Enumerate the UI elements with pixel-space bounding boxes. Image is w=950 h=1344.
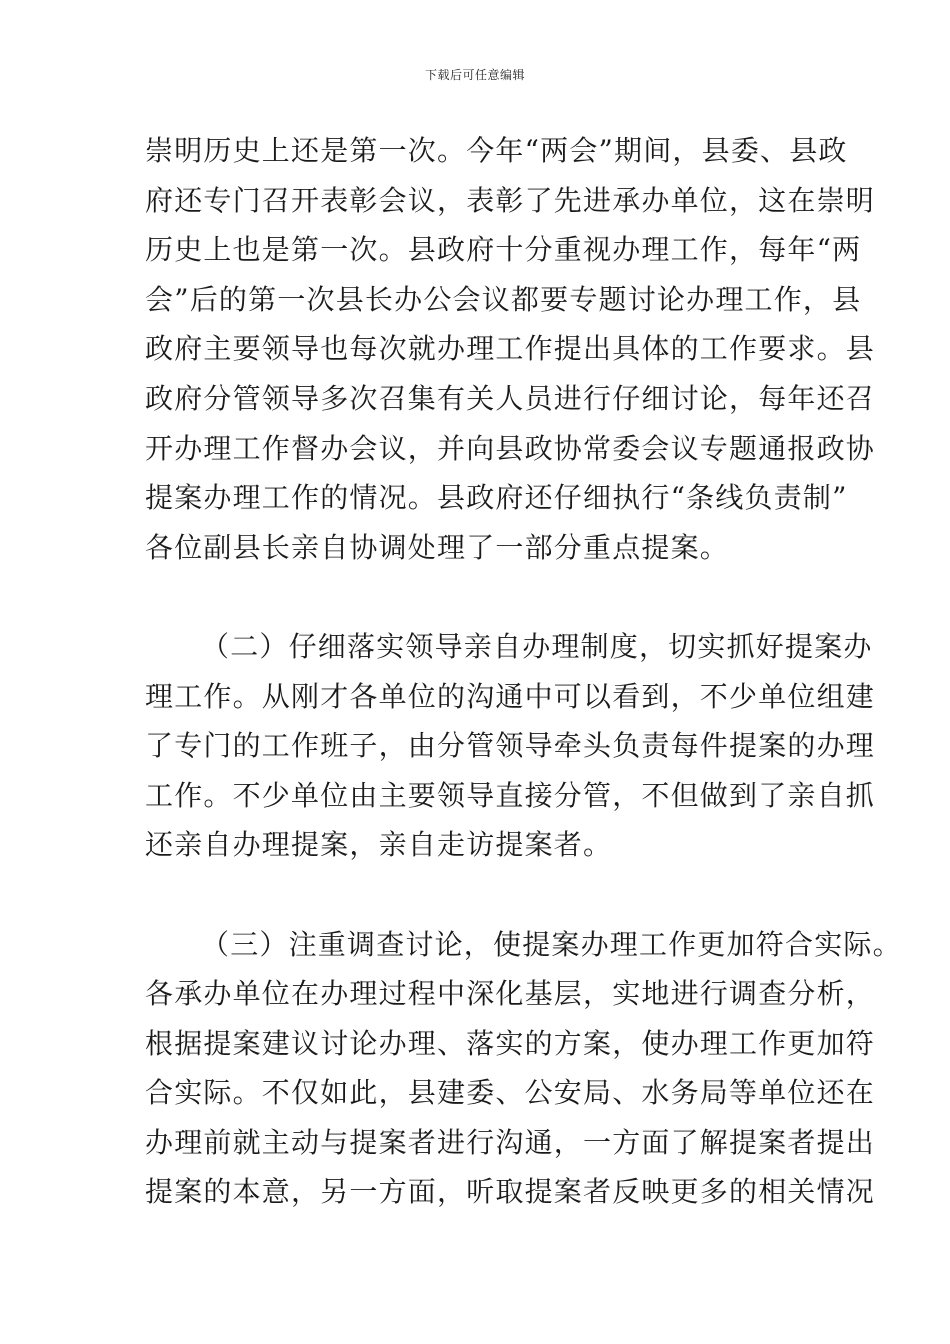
paragraph-line: 了专门的工作班子，由分管领导牵头负责每件提案的办理 [145,729,876,763]
document-body [145,126,902,1217]
paragraph-1 [145,126,876,572]
paragraph-line: 还亲自办理提案，亲自走访提案者。 [145,828,613,862]
paragraph-line: 提案办理工作的情况。县政府还仔细执行“条线负责制” [145,481,848,515]
paragraph-3 [145,920,902,1218]
paragraph-line: （二）仔细落实领导亲自办理制度，切实抓好提案办 [201,629,873,663]
paragraph-line: 理工作。从刚才各单位的沟通中可以看到，不少单位组建 [145,679,876,713]
paragraph-line: （三）注重调查讨论，使提案办理工作更加符合实际。 [201,927,902,961]
paragraph-spacer [145,870,845,920]
paragraph-line: 历史上也是第一次。县政府十分重视办理工作，每年“两 [145,233,862,267]
page-header: 下载后可任意编辑 [424,68,525,82]
paragraph-line: 工作。不少单位由主要领导直接分管，不但做到了亲自抓 [145,778,876,812]
paragraph-line: 会”后的第一次县长办公会议都要专题讨论办理工作，县 [145,282,862,316]
paragraph-line: 政府主要领导也每次就办理工作提出具体的工作要求。县 [145,332,876,366]
paragraph-line: 政府分管领导多次召集有关人员进行仔细讨论，每年还召 [145,381,876,415]
paragraph-line: 崇明历史上还是第一次。今年“两会”期间，县委、县政 [145,134,848,167]
paragraph-line: 各位副县长亲自协调处理了一部分重点提案。 [145,530,730,564]
paragraph-line: 合实际。不仅如此，县建委、公安局、水务局等单位还在 [145,1076,876,1110]
paragraph-line: 开办理工作督办会议，并向县政协常委会议专题通报政协 [145,431,876,465]
paragraph-2 [145,622,876,870]
paragraph-line: 办理前就主动与提案者进行沟通，一方面了解提案者提出 [145,1125,876,1159]
paragraph-line: 各承办单位在办理过程中深化基层，实地进行调查分析， [145,977,876,1011]
paragraph-spacer [145,572,845,622]
paragraph-line: 府还专门召开表彰会议，表彰了先进承办单位，这在崇明 [145,183,876,217]
paragraph-line: 根据提案建议讨论办理、落实的方案，使办理工作更加符 [145,1026,876,1060]
paragraph-line: 提案的本意，另一方面，听取提案者反映更多的相关情况 [145,1175,876,1209]
